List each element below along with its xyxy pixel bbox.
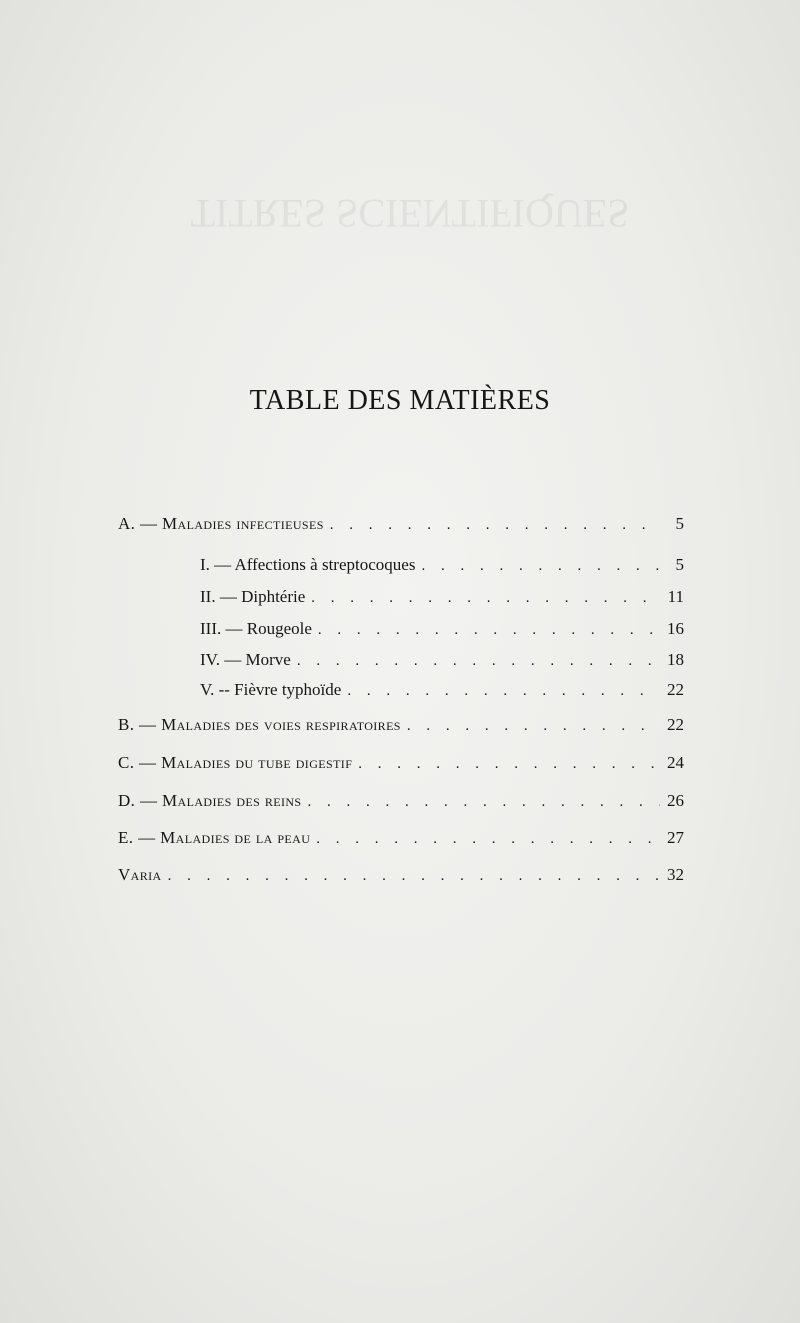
- bleed-through-shadow: TITRES SCIENTIFIQUES: [190, 191, 630, 236]
- toc-page-number: 5: [675, 555, 684, 574]
- leader-dots: [421, 553, 660, 579]
- toc-entry-label: IV. — Morve: [200, 650, 291, 669]
- leader-dots: [316, 826, 660, 852]
- toc-entry-a-i: [200, 552, 684, 578]
- toc-page-number: 16: [667, 619, 684, 638]
- toc-entry-label: B. — Maladies des voies respiratoires: [118, 715, 401, 734]
- toc-entry-label: A. — Maladies infectieuses: [118, 514, 324, 533]
- leader-dots: [318, 617, 660, 643]
- leader-dots: [311, 585, 660, 611]
- toc-entry-a-iii: [200, 616, 684, 642]
- toc-entry-label: Varia: [118, 865, 162, 884]
- toc-page-number: 22: [667, 680, 684, 699]
- toc-page-number: 24: [667, 753, 684, 772]
- leader-dots: [308, 789, 660, 815]
- leader-dots: [347, 678, 660, 704]
- toc-entry-varia: [118, 862, 684, 888]
- toc-page-number: 5: [675, 514, 684, 533]
- toc-page-number: 18: [667, 650, 684, 669]
- leader-dots: [407, 713, 660, 739]
- toc-page-number: 27: [667, 828, 684, 847]
- toc-page-number: 22: [667, 715, 684, 734]
- toc-entry-c: [118, 750, 684, 776]
- leader-dots: [297, 648, 660, 674]
- toc-entry-a-ii: [200, 584, 684, 610]
- toc-entry-label: III. — Rougeole: [200, 619, 312, 638]
- toc-entry-label: D. — Maladies des reins: [118, 791, 302, 810]
- toc-entry-a-iv: [200, 647, 684, 673]
- toc-page-number: 11: [667, 587, 684, 606]
- toc-entry-label: II. — Diphtérie: [200, 587, 306, 606]
- page-title: TABLE DES MATIÈRES: [249, 384, 551, 416]
- leader-dots: [358, 751, 660, 777]
- toc-page-number: 32: [667, 865, 684, 884]
- toc-entry-label: E. — Maladies de la peau: [118, 828, 311, 847]
- toc-entry-b: [118, 712, 684, 738]
- toc-entry-label: C. — Maladies du tube digestif: [118, 753, 353, 772]
- toc-entry-e: [118, 825, 684, 851]
- toc-entry-d: [118, 788, 684, 814]
- toc-entry-label: I. — Affections à streptocoques: [200, 555, 416, 574]
- leader-dots: [168, 863, 660, 889]
- toc-entry-label: V. -- Fièvre typhoïde: [200, 680, 342, 699]
- toc-page-number: 26: [667, 791, 684, 810]
- toc-entry-a: [118, 511, 684, 537]
- leader-dots: [330, 512, 660, 538]
- toc-entry-a-v: [200, 677, 684, 703]
